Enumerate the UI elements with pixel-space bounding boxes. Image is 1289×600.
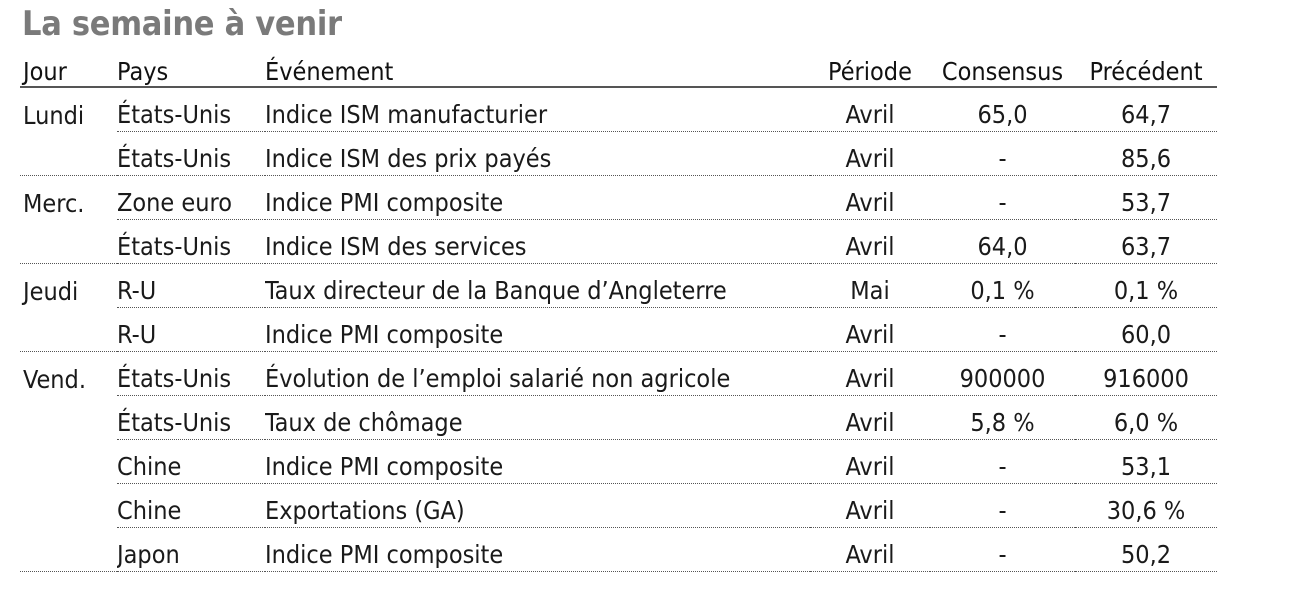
cell-previous: 50,2 bbox=[1075, 528, 1217, 572]
cell-country: R-U bbox=[117, 308, 265, 352]
cell-event: Indice ISM manufacturier bbox=[265, 87, 810, 132]
cell-previous: 0,1 % bbox=[1075, 264, 1217, 308]
cell-period: Avril bbox=[810, 132, 930, 176]
cell-period: Mai bbox=[810, 264, 930, 308]
table-row bbox=[20, 220, 1217, 264]
events-table bbox=[20, 48, 1217, 572]
cell-country: Japon bbox=[117, 528, 265, 572]
cell-period: Avril bbox=[810, 528, 930, 572]
cell-day: Jeudi bbox=[23, 276, 79, 306]
cell-period: Avril bbox=[810, 484, 930, 528]
cell-period: Avril bbox=[810, 220, 930, 264]
table-row bbox=[20, 264, 1217, 308]
header-day: Jour bbox=[20, 48, 117, 87]
table-row bbox=[20, 132, 1217, 176]
header-period: Période bbox=[810, 48, 930, 87]
cell-day bbox=[20, 528, 117, 572]
cell-day: Merc. bbox=[23, 188, 85, 218]
cell-previous: 30,6 % bbox=[1075, 484, 1217, 528]
header-consensus: Consensus bbox=[930, 48, 1075, 87]
cell-day bbox=[20, 132, 117, 176]
cell-period: Avril bbox=[810, 176, 930, 220]
cell-period: Avril bbox=[810, 352, 930, 396]
cell-day bbox=[20, 220, 117, 264]
cell-consensus: 5,8 % bbox=[930, 396, 1075, 440]
cell-country: R-U bbox=[117, 264, 265, 308]
cell-event: Taux directeur de la Banque d’Angleterre bbox=[265, 264, 810, 308]
cell-previous: 916000 bbox=[1075, 352, 1217, 396]
cell-consensus: - bbox=[930, 308, 1075, 352]
cell-event: Indice ISM des prix payés bbox=[265, 132, 810, 176]
cell-country: États-Unis bbox=[117, 132, 265, 176]
cell-consensus: 65,0 bbox=[930, 87, 1075, 132]
cell-day: Lundi bbox=[23, 100, 85, 130]
cell-country: États-Unis bbox=[117, 87, 265, 132]
cell-country: Chine bbox=[117, 484, 265, 528]
cell-consensus: - bbox=[930, 176, 1075, 220]
cell-previous: 60,0 bbox=[1075, 308, 1217, 352]
table-row bbox=[20, 528, 1217, 572]
cell-event: Indice PMI composite bbox=[265, 440, 810, 484]
cell-day bbox=[20, 308, 117, 352]
cell-country: Chine bbox=[117, 440, 265, 484]
header-previous: Précédent bbox=[1075, 48, 1217, 87]
cell-consensus: - bbox=[930, 132, 1075, 176]
cell-previous: 53,7 bbox=[1075, 176, 1217, 220]
cell-day: Vend. bbox=[23, 364, 86, 394]
cell-event: Indice PMI composite bbox=[265, 176, 810, 220]
cell-consensus: 0,1 % bbox=[930, 264, 1075, 308]
cell-consensus: 64,0 bbox=[930, 220, 1075, 264]
cell-consensus: - bbox=[930, 484, 1075, 528]
cell-country: États-Unis bbox=[117, 396, 265, 440]
cell-previous: 64,7 bbox=[1075, 87, 1217, 132]
cell-consensus: - bbox=[930, 528, 1075, 572]
page-title: La semaine à venir bbox=[22, 4, 342, 44]
cell-day bbox=[20, 484, 117, 528]
cell-day bbox=[20, 396, 117, 440]
cell-consensus: - bbox=[930, 440, 1075, 484]
table-row bbox=[20, 87, 1217, 132]
cell-event: Taux de chômage bbox=[265, 396, 810, 440]
cell-period: Avril bbox=[810, 396, 930, 440]
cell-country: Zone euro bbox=[117, 176, 265, 220]
table-row bbox=[20, 308, 1217, 352]
header-row bbox=[20, 48, 1217, 87]
cell-event: Indice PMI composite bbox=[265, 308, 810, 352]
cell-consensus: 900000 bbox=[930, 352, 1075, 396]
cell-period: Avril bbox=[810, 87, 930, 132]
table-row bbox=[20, 352, 1217, 396]
cell-event: Exportations (GA) bbox=[265, 484, 810, 528]
cell-day bbox=[20, 440, 117, 484]
cell-period: Avril bbox=[810, 440, 930, 484]
table-row bbox=[20, 440, 1217, 484]
cell-country: États-Unis bbox=[117, 220, 265, 264]
table-row bbox=[20, 176, 1217, 220]
cell-previous: 6,0 % bbox=[1075, 396, 1217, 440]
cell-event: Évolution de l’emploi salarié non agricole bbox=[265, 352, 810, 396]
cell-event: Indice ISM des services bbox=[265, 220, 810, 264]
table-row bbox=[20, 396, 1217, 440]
cell-event: Indice PMI composite bbox=[265, 528, 810, 572]
header-country: Pays bbox=[117, 48, 265, 87]
cell-previous: 53,1 bbox=[1075, 440, 1217, 484]
table-row bbox=[20, 484, 1217, 528]
cell-previous: 85,6 bbox=[1075, 132, 1217, 176]
cell-previous: 63,7 bbox=[1075, 220, 1217, 264]
cell-country: États-Unis bbox=[117, 352, 265, 396]
header-event: Événement bbox=[265, 48, 810, 87]
cell-period: Avril bbox=[810, 308, 930, 352]
